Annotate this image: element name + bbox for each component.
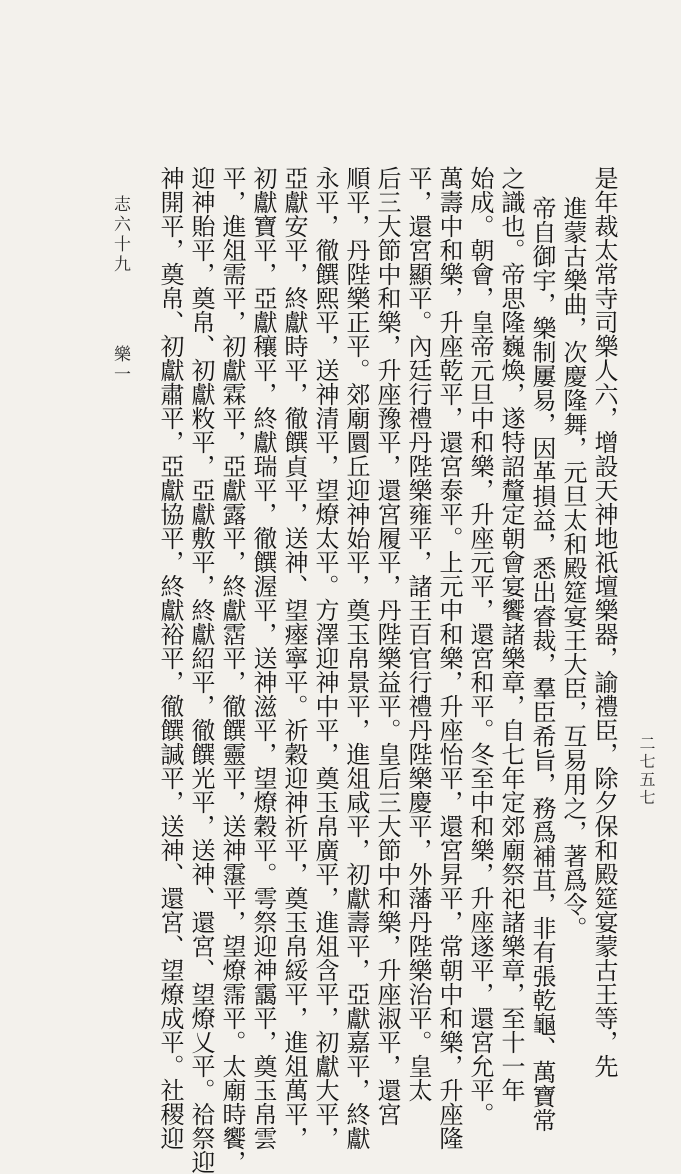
text-column-8: 后三大節中和樂，升座豫平，還宮履平，丹陛樂益平。皇后三大節中和樂，升座淑平，還宮: [373, 166, 401, 1126]
text-column-1: 是年裁太常寺司樂人六，增設天神地祇壇樂器，諭禮臣，除夕保和殿筵宴蒙古王等，先: [590, 166, 618, 1078]
section-label: 樂一: [110, 345, 130, 385]
text-column-2: 進蒙古樂曲，次慶隆舞，元旦太和殿筵宴王大臣，互易用之，著爲令。: [559, 196, 587, 940]
text-column-14: 迎神貽平，奠帛、初獻敉平，亞獻敷平，終獻紹平，徹饌光平，送神、還宮、望燎乂平。祫祭迎: [187, 166, 215, 1174]
text-column-10: 永平，徹饌熙平，送神清平，望燎太平。方澤迎神中平，奠玉帛廣平，進俎含平，初獻大平，: [311, 166, 339, 1150]
text-column-5: 始成。朝會，皇帝元旦中和樂，升座元平，還宮和平。冬至中和樂，升座遂平，還宮允平。: [466, 166, 494, 1126]
text-column-3: 帝自御宇，樂制屢易，因革損益，悉出睿裁，羣臣希旨，務爲補苴，非有張乾龜、萬寶常: [528, 196, 556, 1132]
running-header: [108, 195, 133, 385]
text-column-9: 順平，丹陛樂正平。郊廟圜丘迎神始平，奠玉帛景平，進俎咸平，初獻壽平，亞獻嘉平，終獻: [342, 166, 370, 1150]
text-column-11: 亞獻安平，終獻時平，徹饌貞平，送神、望瘞寧平。祈穀迎神祈平，奠玉帛綏平，進俎萬平，: [280, 166, 308, 1150]
text-column-12: 初獻寶平，亞獻穰平，終獻瑞平，徹饌渥平，送神滋平，望燎穀平。雩祭迎神靄平，奠玉帛雲: [249, 166, 277, 1150]
page-number: 二七五七: [637, 735, 656, 807]
text-column-6: 萬壽中和樂，升座乾平，還宮泰平。上元中和樂，升座怡平，還宮昇平，常朝中和樂，升座隆: [435, 166, 463, 1150]
text-column-4: 之識也。帝思隆巍煥，遂特詔釐定朝會宴饗諸樂章，自七年定郊廟祭祀諸樂章，至十一年: [497, 166, 525, 1102]
text-column-15: 神開平，奠帛、初獻肅平，亞獻協平，終獻裕平，徹饌諴平，送神、還宮、望燎成平。社稷迎: [156, 166, 184, 1150]
text-column-7: 平，還宮顯平。內廷行禮丹陛樂雍平，諸王百官行禮丹陛樂慶平，外藩丹陛樂治平。皇太: [404, 166, 432, 1102]
volume-label: 志六十九: [110, 195, 130, 275]
text-column-13: 平，進俎需平，初獻霖平，亞獻露平，終獻霑平，徹饌靈平，送神霮平，望燎霈平。太廟時饗，: [218, 166, 246, 1174]
